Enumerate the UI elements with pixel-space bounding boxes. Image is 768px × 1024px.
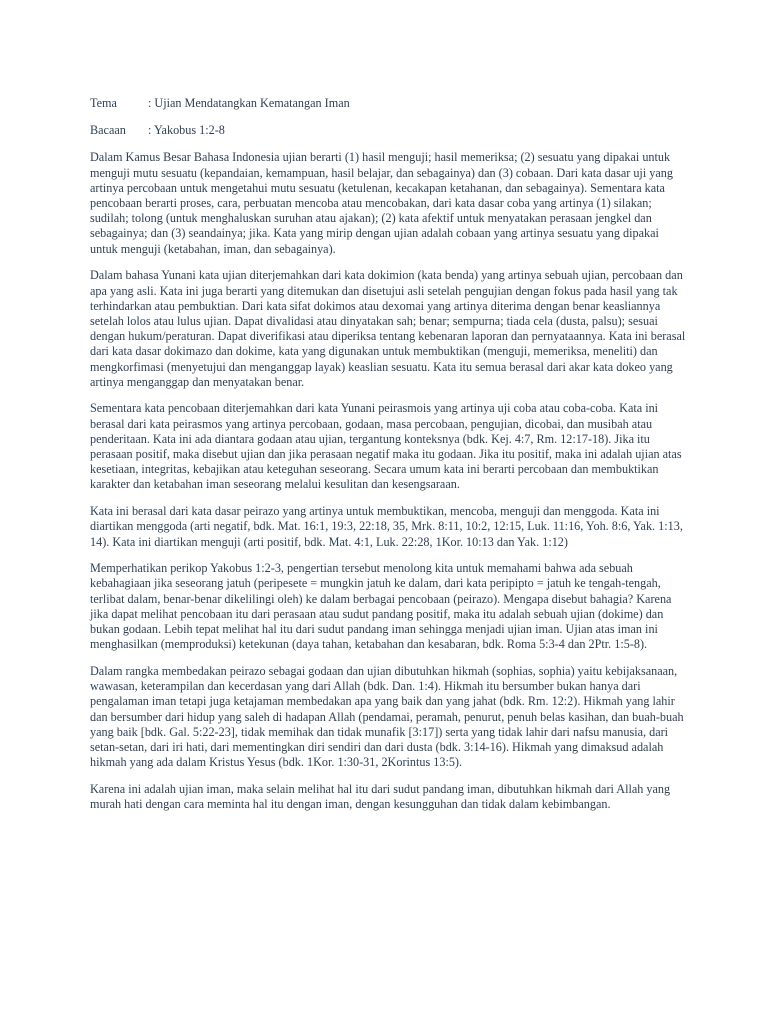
paragraph-peirazo: Kata ini berasal dari kata dasar peirazo yang artinya untuk membuktikan, mencoba, menguji dan menggoda. Kata ini diartikan menggoda (arti negatif, bdk. Mat. 16:1, 19:3, 22:18, 35, Mrk. 8:11, 10:2, 12:15, Luk. 11:16, Yoh. 8:6, Yak. 1:13, 14). Kata ini diartikan menguji (arti positif, bdk. Mat. 4:1, Luk. 22:28, 1Kor. 10:13 dan Yak. 1:12) (90, 504, 683, 549)
reading-line (90, 123, 688, 138)
paragraph-hikmah: Dalam rangka membedakan peirazo sebagai godaan dan ujian dibutuhkan hikmah (sophias, sophia) yaitu kebijaksanaan, wawasan, keterampilan dan kecerdasan yang dari Allah (bdk. Dan. 1:4). Hikmah itu bersumber bukan hanya dari pengalaman iman tetapi juga ketajaman membedakan apa yang baik dan yang jahat (bdk. Rm. 12:2). Hikmah yang lahir dan bersumber dari hidup yang saleh di hadapan Allah (pendamai, peramah, penurut, penuh belas kasihan, dan buah-buah yang baik [bdk. Gal. 5:22-23], tidak memihak dan tidak munafik [3:17]) serta yang tidak lahir dari nafsu manusia, dari setan-setan, dari iri hati, dari mementingkan diri sendiri dan dari dusta (bdk. 3:14-16). Hikmah yang dimaksud adalah hikmah yang ada dalam Kristus Yesus (bdk. 1Kor. 1:30-31, 2Korintus 13:5). (90, 664, 684, 770)
paragraph-greek-dokimion: Dalam bahasa Yunani kata ujian diterjemahkan dari kata dokimion (kata benda) yang artinya sebuah ujian, percobaan dan apa yang asli. Kata ini juga berarti yang ditemukan dan disetujui asli setelah pengujian dengan fokus pada hasil yang tak terhindarkan atau pembuktian. Dari kata sifat dokimos atau dexomai yang artinya diterima dengan benar keasliannya setelah lolos atau lulus ujian. Dapat divalidasi atau dinyatakan sah; benar; sempurna; tiada cela (dusta, palsu); sesuai dengan hukum/peraturan. Dapat diverifikasi atau diperiksa tentang kebenaran laporan dan pernyataannya. Kata ini berasal dari kata dasar dokimazo dan dokime, kata yang digunakan untuk membuktikan (menguji, memeriksa, meneliti) dan mengkorfimasi (menyetujui dan menganggap layak) keaslian sesuatu. Kata itu semua berasal dari akar kata dokeo yang artinya menganggap dan menyatakan benar. (90, 268, 686, 389)
theme-label: Tema (90, 96, 117, 110)
document-page (90, 96, 688, 824)
reading-value: : Yakobus 1:2-8 (148, 123, 225, 138)
paragraph-definition-kbbi: Dalam Kamus Besar Bahasa Indonesia ujian berarti (1) hasil menguji; hasil memeriksa; (2) sesuatu yang dipakai untuk menguji mutu sesuatu (kepandaian, kemampuan, hasil belajar, dan sebagainya) dan (3) cobaan. Dari kata dasar uji yang artinya percobaan untuk mengetahui mutu sesuatu (ketulenan, kecakapan ketahanan, dan sebagainya). Sementara kata pencobaan berarti proses, cara, perbuatan mencoba atau mencobakan, dari kata dasar coba yang artinya (1) silakan; sudilah; tolong (untuk menghaluskan suruhan atau ajakan); (2) kata afektif untuk menyatakan perasaan jengkel dan sebagainya; dan (3) seandainya; jika. Kata yang mirip dengan ujian adalah cobaan yang artinya sesuatu yang dipakai untuk menguji (ketabahan, iman, dan sebagainya). (90, 150, 673, 256)
paragraph-conclusion: Karena ini adalah ujian iman, maka selain melihat hal itu dari sudut pandang iman, dibutuhkan hikmah dari Allah yang murah hati dengan cara meminta hal itu dengan iman, dengan kesungguhan dan tidak dalam kebimbangan. (90, 781, 671, 812)
paragraph-greek-peirasmois: Sementara kata pencobaan diterjemahkan dari kata Yunani peirasmois yang artinya uji coba atau coba-coba. Kata ini berasal dari kata peirasmos yang artinya percobaan, godaan, masa percobaan, pengujian, dicobai, dan musibah atau penderitaan. Kata ini ada diantara godaan atau ujian, tergantung konteksnya (bdk. Kej. 4:7, Rm. 12:17-18). Jika itu perasaan positif, maka disebut ujian dan jika perasaan negatif maka itu godaan. Jika itu positif, maka ini adalah ujian atas kesetiaan, integritas, kebajikan atau keteguhan seseorang. Secara umum kata ini berarti percobaan dan membuktikan karakter dan ketabahan iman seseorang melalui kesulitan dan kesengsaraan. (90, 401, 682, 492)
reading-label: Bacaan (90, 123, 126, 138)
theme-value: : Ujian Mendatangkan Kematangan Iman (148, 96, 350, 110)
theme-line (90, 96, 688, 111)
paragraph-yakobus-perikop: Memperhatikan perikop Yakobus 1:2-3, pengertian tersebut menolong kita untuk memahami bahwa ada sebuah kebahagiaan jika seseorang jatuh (peripesete = mungkin jatuh ke dalam, dari kata peripipto = jatuh ke tengah-tengah, terlibat dalam, benar-benar dikelilingi oleh) ke dalam berbagai pencobaan (peirazo). Mengapa disebut bahagia? Karena jika dapat melihat pencobaan itu dari perasaan atau sudut pandang positif, maka itu adalah sebuah ujian (dokime) dan bukan godaan. Lebih tepat melihat hal itu dari sudut pandang iman sehingga menjadi ujian iman. Ujian atas iman ini menghasilkan (memproduksi) ketekunan (daya tahan, ketabahan dan kesabaran, bdk. Roma 5:3-4 dan 2Ptr. 1:5-8). (90, 561, 672, 652)
